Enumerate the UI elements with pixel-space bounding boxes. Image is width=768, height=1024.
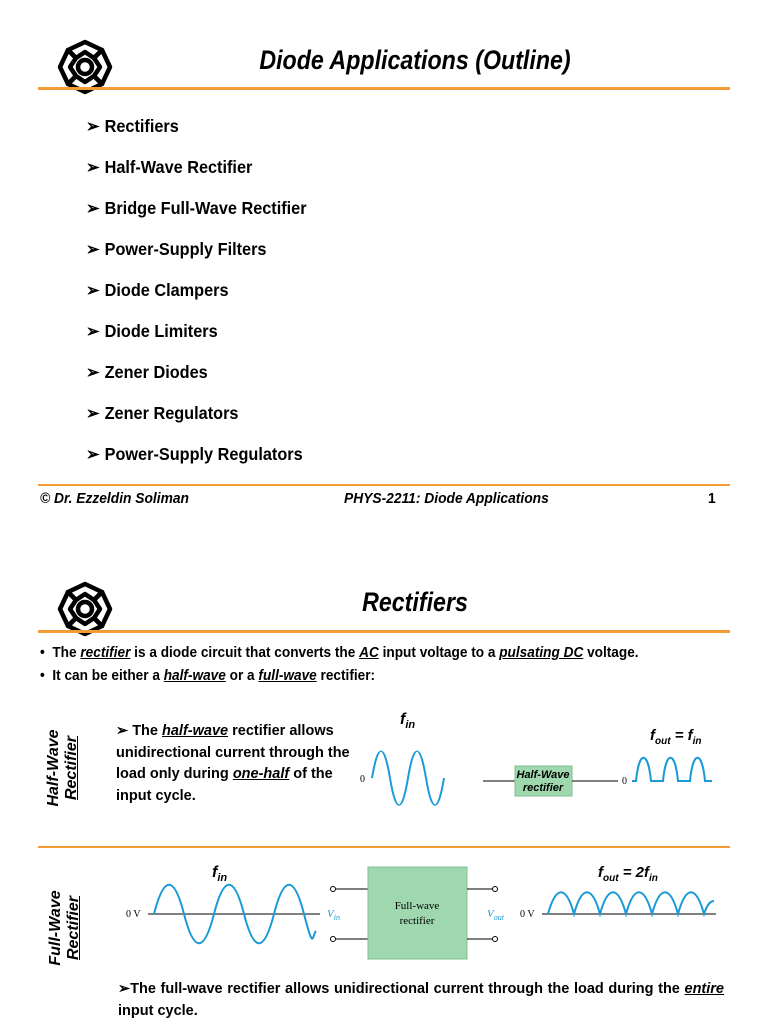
list-item: ➢ Zener Diodes	[86, 362, 208, 382]
half-wave-side-label: Half-Wave Rectifier	[45, 729, 80, 807]
arrow-bullet-icon: ➢	[116, 723, 133, 739]
arrow-bullet-icon: ➢	[86, 280, 100, 300]
arrow-bullet-icon: ➢	[86, 116, 100, 136]
half-wave-description: ➢ The half-wave rectifier allows unidirectional current through the load only during one-half of the input cycle.	[116, 723, 350, 804]
input-sine-wave	[372, 751, 444, 805]
list-item: ➢ Power-Supply Filters	[86, 239, 267, 259]
vout-label: $V_{out}$	[487, 908, 504, 922]
arrow-bullet-icon: ➢	[86, 403, 100, 423]
rectifier-types: • It can be either a half-wave or a full-wave rectifier:	[40, 668, 376, 684]
fout-label: $f_{out} = 2f_{in}$	[598, 864, 658, 884]
arrow-bullet-icon: ➢	[118, 981, 131, 997]
list-item: ➢ Power-Supply Regulators	[86, 444, 303, 464]
zero-in-label: 0	[360, 774, 365, 785]
output-terminal	[493, 937, 498, 942]
input-terminal	[331, 887, 336, 892]
vin-label: $V_{in}$	[327, 908, 340, 922]
svg-text:rectifier: rectifier	[522, 782, 564, 794]
zero-out-label: 0	[622, 776, 627, 787]
section-rule	[38, 846, 730, 848]
arrow-bullet-icon: ➢	[86, 321, 100, 341]
fout-label: $f_{out} = f_{in}$	[650, 727, 702, 747]
slide1-title: Diode Applications (Outline)	[259, 45, 571, 75]
full-wave-block	[368, 867, 467, 959]
arrow-bullet-icon: ➢	[86, 362, 100, 382]
rectifier-definition: • The rectifier is a diode circuit that converts the AC input voltage to a pulsating DC voltage.	[40, 645, 639, 661]
list-item: ➢ Half-Wave Rectifier	[86, 157, 253, 177]
fin-label: $f_{in}$	[212, 864, 228, 884]
title-rule	[38, 630, 730, 633]
list-item: ➢ Rectifiers	[86, 116, 179, 136]
outline-list	[86, 116, 323, 485]
full-wave-diagram	[120, 855, 730, 965]
fin-label: $f_{in}$	[400, 711, 416, 731]
zero-out-label: 0 V	[520, 909, 535, 920]
list-item: ➢ Diode Limiters	[86, 321, 218, 341]
arrow-bullet-icon: ➢	[86, 157, 100, 177]
full-wave-description: ➢The full-wave rectifier allows unidirectional current through the load during the entire input cycle.	[118, 981, 724, 1019]
output-half-wave	[632, 758, 712, 781]
half-wave-diagram	[350, 700, 760, 810]
arrow-bullet-icon: ➢	[86, 198, 100, 218]
arrow-bullet-icon: ➢	[86, 239, 100, 259]
footer-author: © Dr. Ezzeldin Soliman	[40, 490, 189, 507]
input-terminal	[331, 937, 336, 942]
svg-text:Half-Wave: Half-Wave	[516, 769, 570, 781]
full-wave-side-label: Full-Wave Rectifier	[47, 890, 82, 966]
page-number: 1	[708, 490, 716, 507]
title-rule	[38, 87, 730, 90]
list-item: ➢ Bridge Full-Wave Rectifier	[86, 198, 307, 218]
footer-course: PHYS-2211: Diode Applications	[344, 490, 549, 507]
slide2-title: Rectifiers	[362, 587, 468, 617]
output-full-wave	[548, 892, 714, 914]
list-item: ➢ Diode Clampers	[86, 280, 229, 300]
svg-text:Full-wave: Full-wave	[394, 900, 440, 912]
svg-text:rectifier: rectifier	[399, 915, 435, 927]
output-terminal	[493, 887, 498, 892]
list-item: ➢ Zener Regulators	[86, 403, 239, 423]
zero-in-label: 0 V	[126, 909, 141, 920]
arrow-bullet-icon: ➢	[86, 444, 100, 464]
footer-rule	[38, 484, 730, 486]
